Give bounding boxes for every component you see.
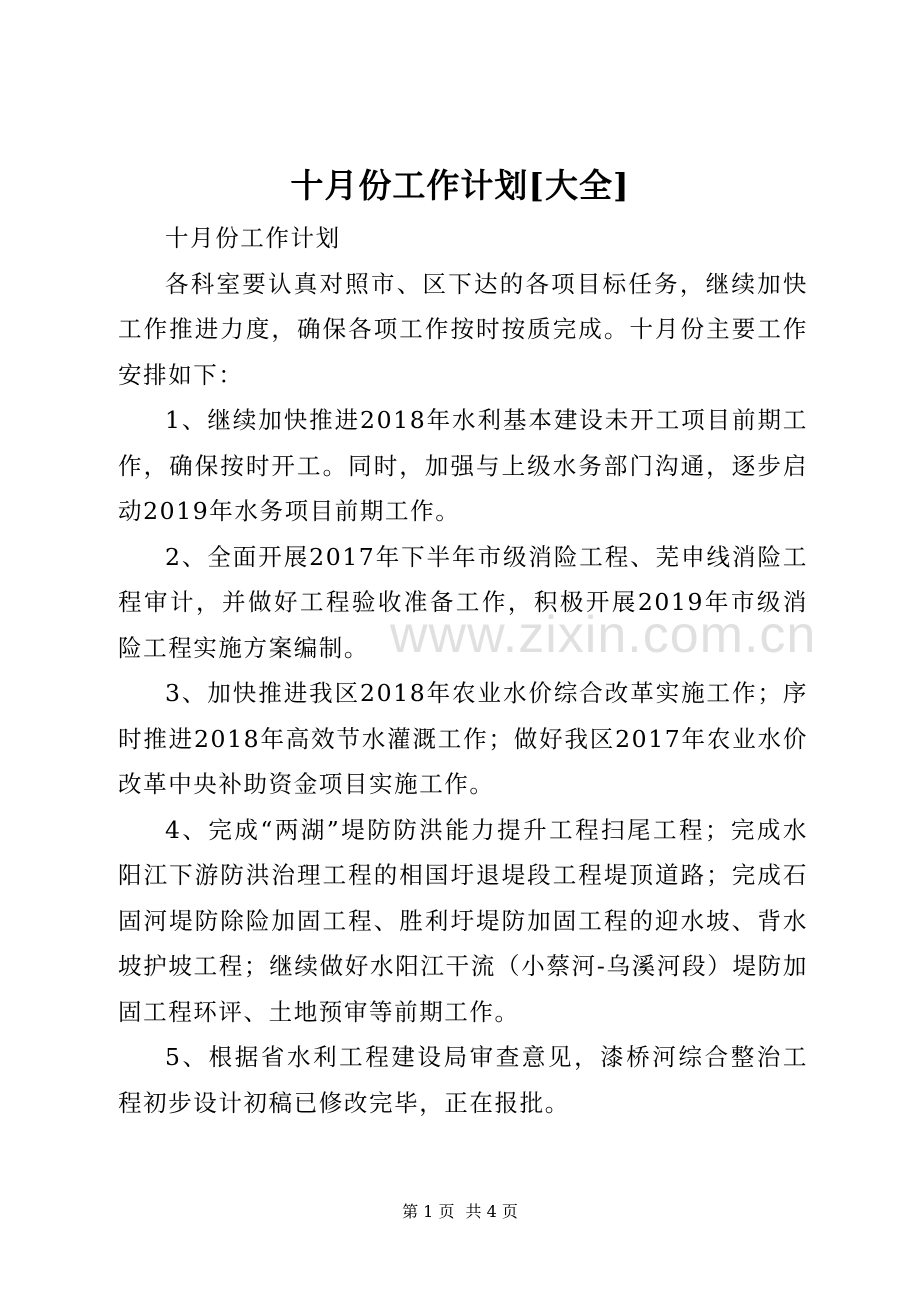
page-number-total: 共 4 页 (465, 1202, 518, 1221)
document-body (118, 216, 808, 1126)
paragraph-item-5: 5、根据省水利工程建设局审查意见，漆桥河综合整治工程初步设计初稿已修改完毕，正在报批。 (118, 1043, 808, 1117)
page-number-current: 第 1 页 (402, 1202, 455, 1221)
paragraph-item-3: 3、加快推进我区2018年农业水价综合改革实施工作；序时推进2018年高效节水灌溉工作；做好我区2017年农业水价改革中央补助资金项目实施工作。 (118, 679, 808, 798)
paragraph-intro: 各科室要认真对照市、区下达的各项目标任务，继续加快工作推进力度，确保各项工作按时按质完成。十月份主要工作安排如下： (118, 269, 808, 389)
paragraph-subtitle: 十月份工作计划 (165, 224, 341, 252)
document-title: 十月份工作计划[大全] (290, 166, 630, 205)
paragraph-item-4: 4、完成“两湖”堤防防洪能力提升工程扫尾工程；完成水阳江下游防洪治理工程的相国圩退堤段工程堤顶道路；完成石固河堤防除险加固工程、胜利圩堤防加固工程的迎水坡、背水坡护坡工程；继续做好水阳江干流（小蔡河-乌溪河段）堤防加固工程环评、土地预审等前期工作。 (118, 815, 808, 1026)
page-footer (0, 1200, 920, 1224)
paragraph-item-2: 2、全面开展2017年下半年市级消险工程、芜申线消险工程审计，并做好工程验收准备工作，积极开展2019年市级消险工程实施方案编制。 (118, 542, 808, 662)
paragraph-item-1: 1、继续加快推进2018年水利基本建设未开工项目前期工作，确保按时开工。同时，加强与上级水务部门沟通，逐步启动2019年水务项目前期工作。 (118, 406, 808, 525)
watermark: www.zixin.com.cn (390, 606, 817, 664)
